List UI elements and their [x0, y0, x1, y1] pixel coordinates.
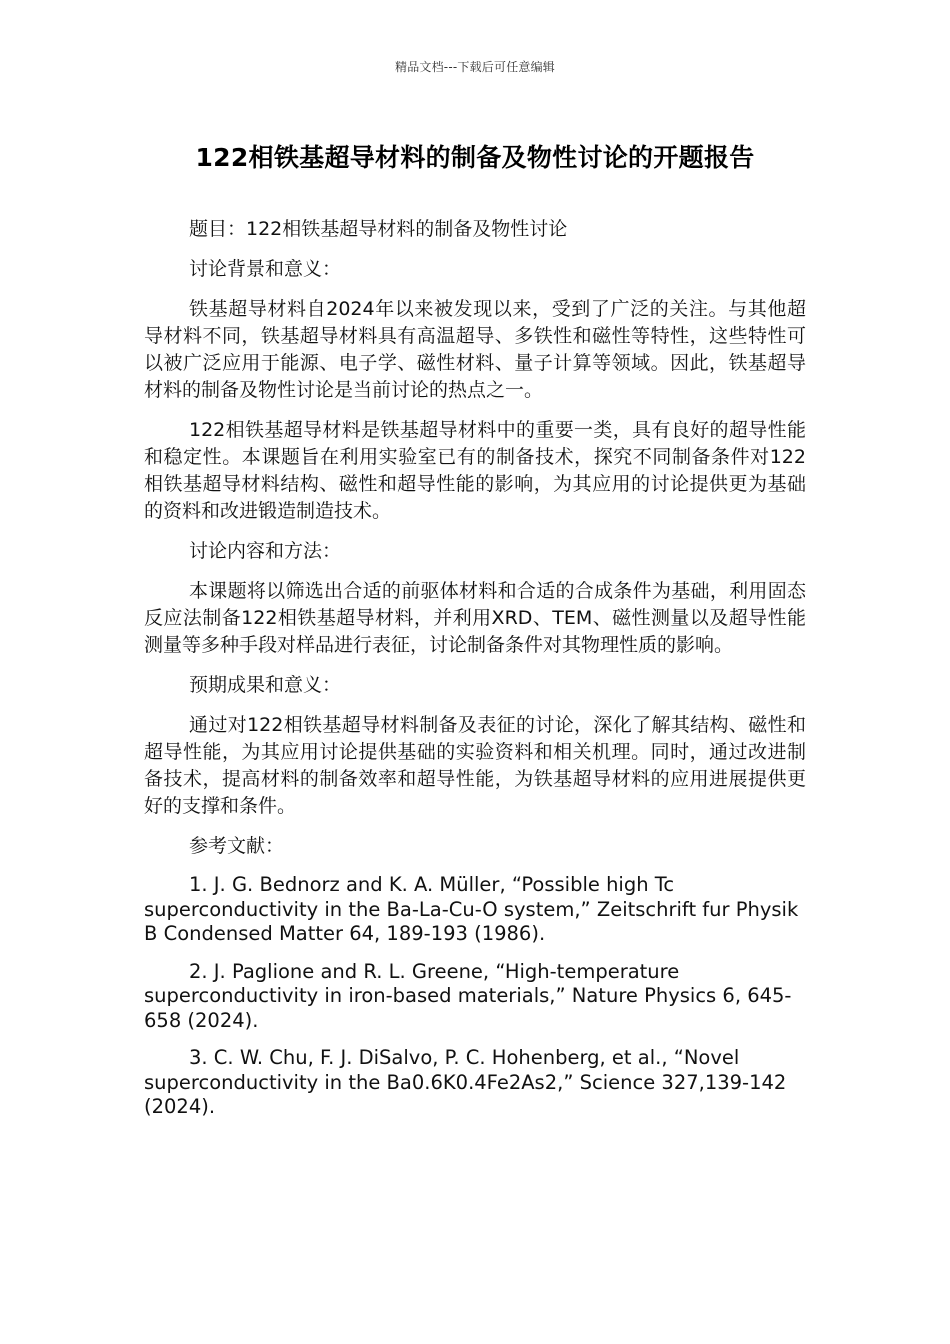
background-paragraph-2: 122相铁基超导材料是铁基超导材料中的重要一类，具有良好的超导性能和稳定性。本课题旨在利用实验室已有的制备技术，探究不同制备条件对122相铁基超导材料结构、磁性和超导性能的影响，为其应用的讨论提供更为基础的资料和改进锻造制造技术。	[144, 419, 806, 522]
reference-item-2: 2. J. Paglione and R. L. Greene, “High-temperature superconductivity in iron-based materials,” Nature Physics 6, 645-658 (2024).	[144, 959, 792, 1032]
content-paragraph-1: 本课题将以筛选出合适的前驱体材料和合适的合成条件为基础，利用固态反应法制备122相铁基超导材料，并利用XRD、TEM、磁性测量以及超导性能测量等多种手段对样品进行表征，讨论制备条件对其物理性质的影响。	[144, 580, 806, 656]
references-heading: 参考文献：	[189, 835, 285, 857]
results-heading: 预期成果和意义：	[189, 674, 342, 696]
results-paragraph-1: 通过对122相铁基超导材料制备及表征的讨论，深化了解其结构、磁性和超导性能，为其应用讨论提供基础的实验资料和相关机理。同时，通过改进制备技术，提高材料的制备效率和超导性能，为铁基超导材料的应用进展提供更好的支撑和条件。	[144, 714, 806, 817]
background-heading: 讨论背景和意义：	[189, 258, 342, 280]
reference-item-1: 1. J. G. Bednorz and K. A. Müller, “Possible high Tc superconductivity in the Ba-La-Cu-O system,” Zeitschrift fur Physik B Condensed Matter 64, 189-193 (1986).	[144, 873, 799, 945]
background-paragraph-1: 铁基超导材料自2024年以来被发现以来，受到了广泛的关注。与其他超导材料不同，铁基超导材料具有高温超导、多铁性和磁性等特性，这些特性可以被广泛应用于能源、电子学、磁性材料、量子计算等领域。因此，铁基超导材料的制备及物性讨论是当前讨论的热点之一。	[144, 298, 806, 401]
subject-line: 题目：122相铁基超导材料的制备及物性讨论	[189, 218, 568, 240]
document-title: 122相铁基超导材料的制备及物性讨论的开题报告	[195, 143, 755, 172]
header-note: 精品文档---下载后可任意编辑	[395, 60, 555, 74]
reference-item-3: 3. C. W. Chu, F. J. DiSalvo, P. C. Hohenberg, et al., “Novel superconductivity in the Ba0.6K0.4Fe2As2,” Science 327,139-142 (2024).	[144, 1046, 787, 1118]
document-body	[144, 216, 806, 1133]
content-heading: 讨论内容和方法：	[189, 540, 342, 562]
